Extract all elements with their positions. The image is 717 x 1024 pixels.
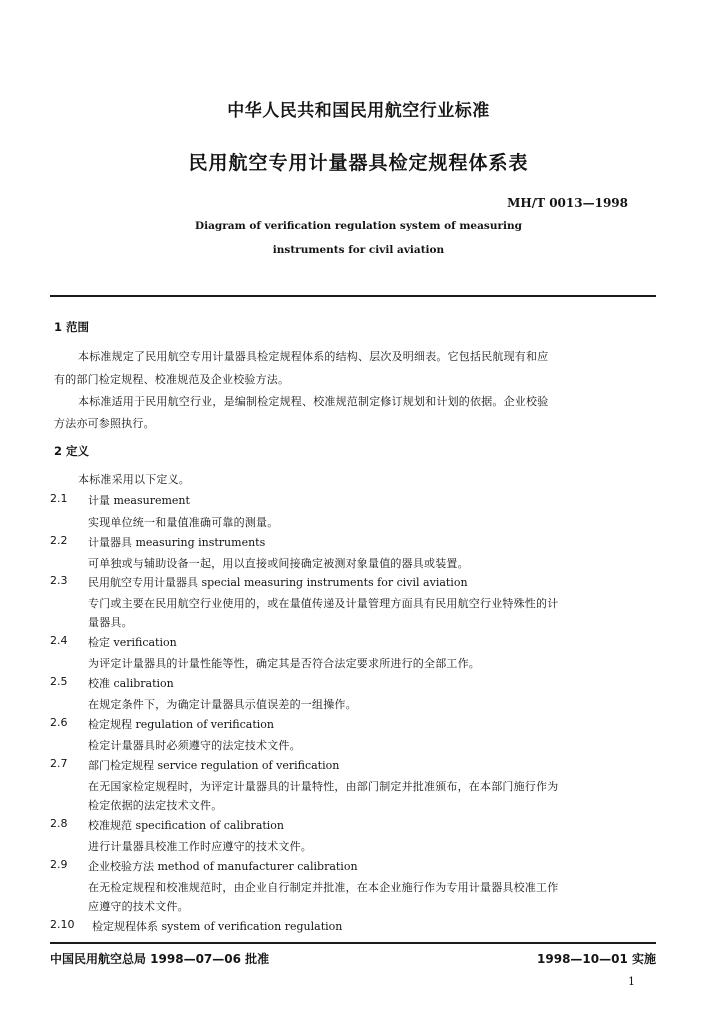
definition-term: 检定规程 regulation of verification xyxy=(88,718,275,731)
section-2-heading: 2 定义 xyxy=(54,444,90,458)
definition-text: 在无检定规程和校准规范时，由企业自行制定并批准，在本企业施行作为专用计量器具校准工作 xyxy=(88,881,559,894)
definition-number: 2.7 xyxy=(50,757,68,770)
definition-term: 计量器具 measuring instruments xyxy=(88,536,266,549)
section-1-heading: 1 范围 xyxy=(54,320,90,334)
definition-text: 可单独或与辅助设备一起，用以直接或间接确定被测对象量值的器具或装置。 xyxy=(88,557,469,570)
definition-number: 2.2 xyxy=(50,534,68,547)
section-1-para-2-line-2: 方法亦可参照执行。 xyxy=(54,417,155,430)
definition-text: 在规定条件下，为确定计量器具示值误差的一组操作。 xyxy=(88,698,357,711)
definition-term: 校准 calibration xyxy=(88,677,174,690)
definition-number: 2.6 xyxy=(50,716,68,729)
definition-number: 2.4 xyxy=(50,634,68,647)
definition-text: 检定依据的法定技术文件。 xyxy=(88,799,223,812)
definition-text: 专门或主要在民用航空行业使用的，或在量值传递及计量管理方面具有民用航空行业特殊性的计 xyxy=(88,597,559,610)
organization-heading: 中华人民共和国民用航空行业标准 xyxy=(227,101,490,121)
definition-number: 2.9 xyxy=(50,858,68,871)
page-number: 1 xyxy=(628,975,635,988)
definition-text: 为评定计量器具的计量性能等性，确定其是否符合法定要求所进行的全部工作。 xyxy=(88,657,480,670)
section-1-para-1-line-2: 有的部门检定规程、校准规范及企业校验方法。 xyxy=(54,373,290,386)
definition-number: 2.1 xyxy=(50,492,68,505)
definition-number: 2.10 xyxy=(50,918,75,931)
definition-number: 2.5 xyxy=(50,675,68,688)
header-divider xyxy=(50,295,656,297)
definition-number: 2.3 xyxy=(50,574,68,587)
definition-text: 检定计量器具时必须遵守的法定技术文件。 xyxy=(88,739,301,752)
english-title-line-2: instruments for civil aviation xyxy=(272,244,445,256)
english-title-line-1: Diagram of verification regulation system of measuring xyxy=(195,220,522,232)
definition-term: 企业校验方法 method of manufacturer calibration xyxy=(88,860,358,873)
definition-term: 计量 measurement xyxy=(88,494,190,507)
section-2-intro: 本标准采用以下定义。 xyxy=(78,473,190,486)
document-title: 民用航空专用计量器具检定规程体系表 xyxy=(188,152,529,174)
definition-term: 民用航空专用计量器具 special measuring instruments for civil aviation xyxy=(88,576,468,589)
definition-number: 2.8 xyxy=(50,817,68,830)
definition-term: 校准规范 specification of calibration xyxy=(88,819,285,832)
definition-text: 量器具。 xyxy=(88,616,133,629)
implementation-date: 1998—10—01 实施 xyxy=(537,952,656,966)
definition-text: 在无国家检定规程时，为评定计量器具的计量特性，由部门制定并批准颁布，在本部门施行作为 xyxy=(88,780,559,793)
issuer-approval: 中国民用航空总局 1998—07—06 批准 xyxy=(50,952,270,966)
definition-text: 实现单位统一和量值准确可靠的测量。 xyxy=(88,516,279,529)
section-1-para-1-line-1: 本标准规定了民用航空专用计量器具检定规程体系的结构、层次及明细表。它包括民航现有和应 xyxy=(78,350,549,363)
standard-number: MH/T 0013—1998 xyxy=(507,196,628,210)
definition-term: 检定规程体系 system of verification regulation xyxy=(92,920,343,933)
definition-term: 部门检定规程 service regulation of verification xyxy=(88,759,340,772)
definition-term: 检定 verification xyxy=(88,636,177,649)
definition-text: 应遵守的技术文件。 xyxy=(88,900,189,913)
section-1-para-2-line-1: 本标准适用于民用航空行业，是编制检定规程、校准规范制定修订规划和计划的依据。企业校验 xyxy=(78,395,549,408)
definition-text: 进行计量器具校准工作时应遵守的技术文件。 xyxy=(88,840,312,853)
footer-divider xyxy=(50,942,656,944)
